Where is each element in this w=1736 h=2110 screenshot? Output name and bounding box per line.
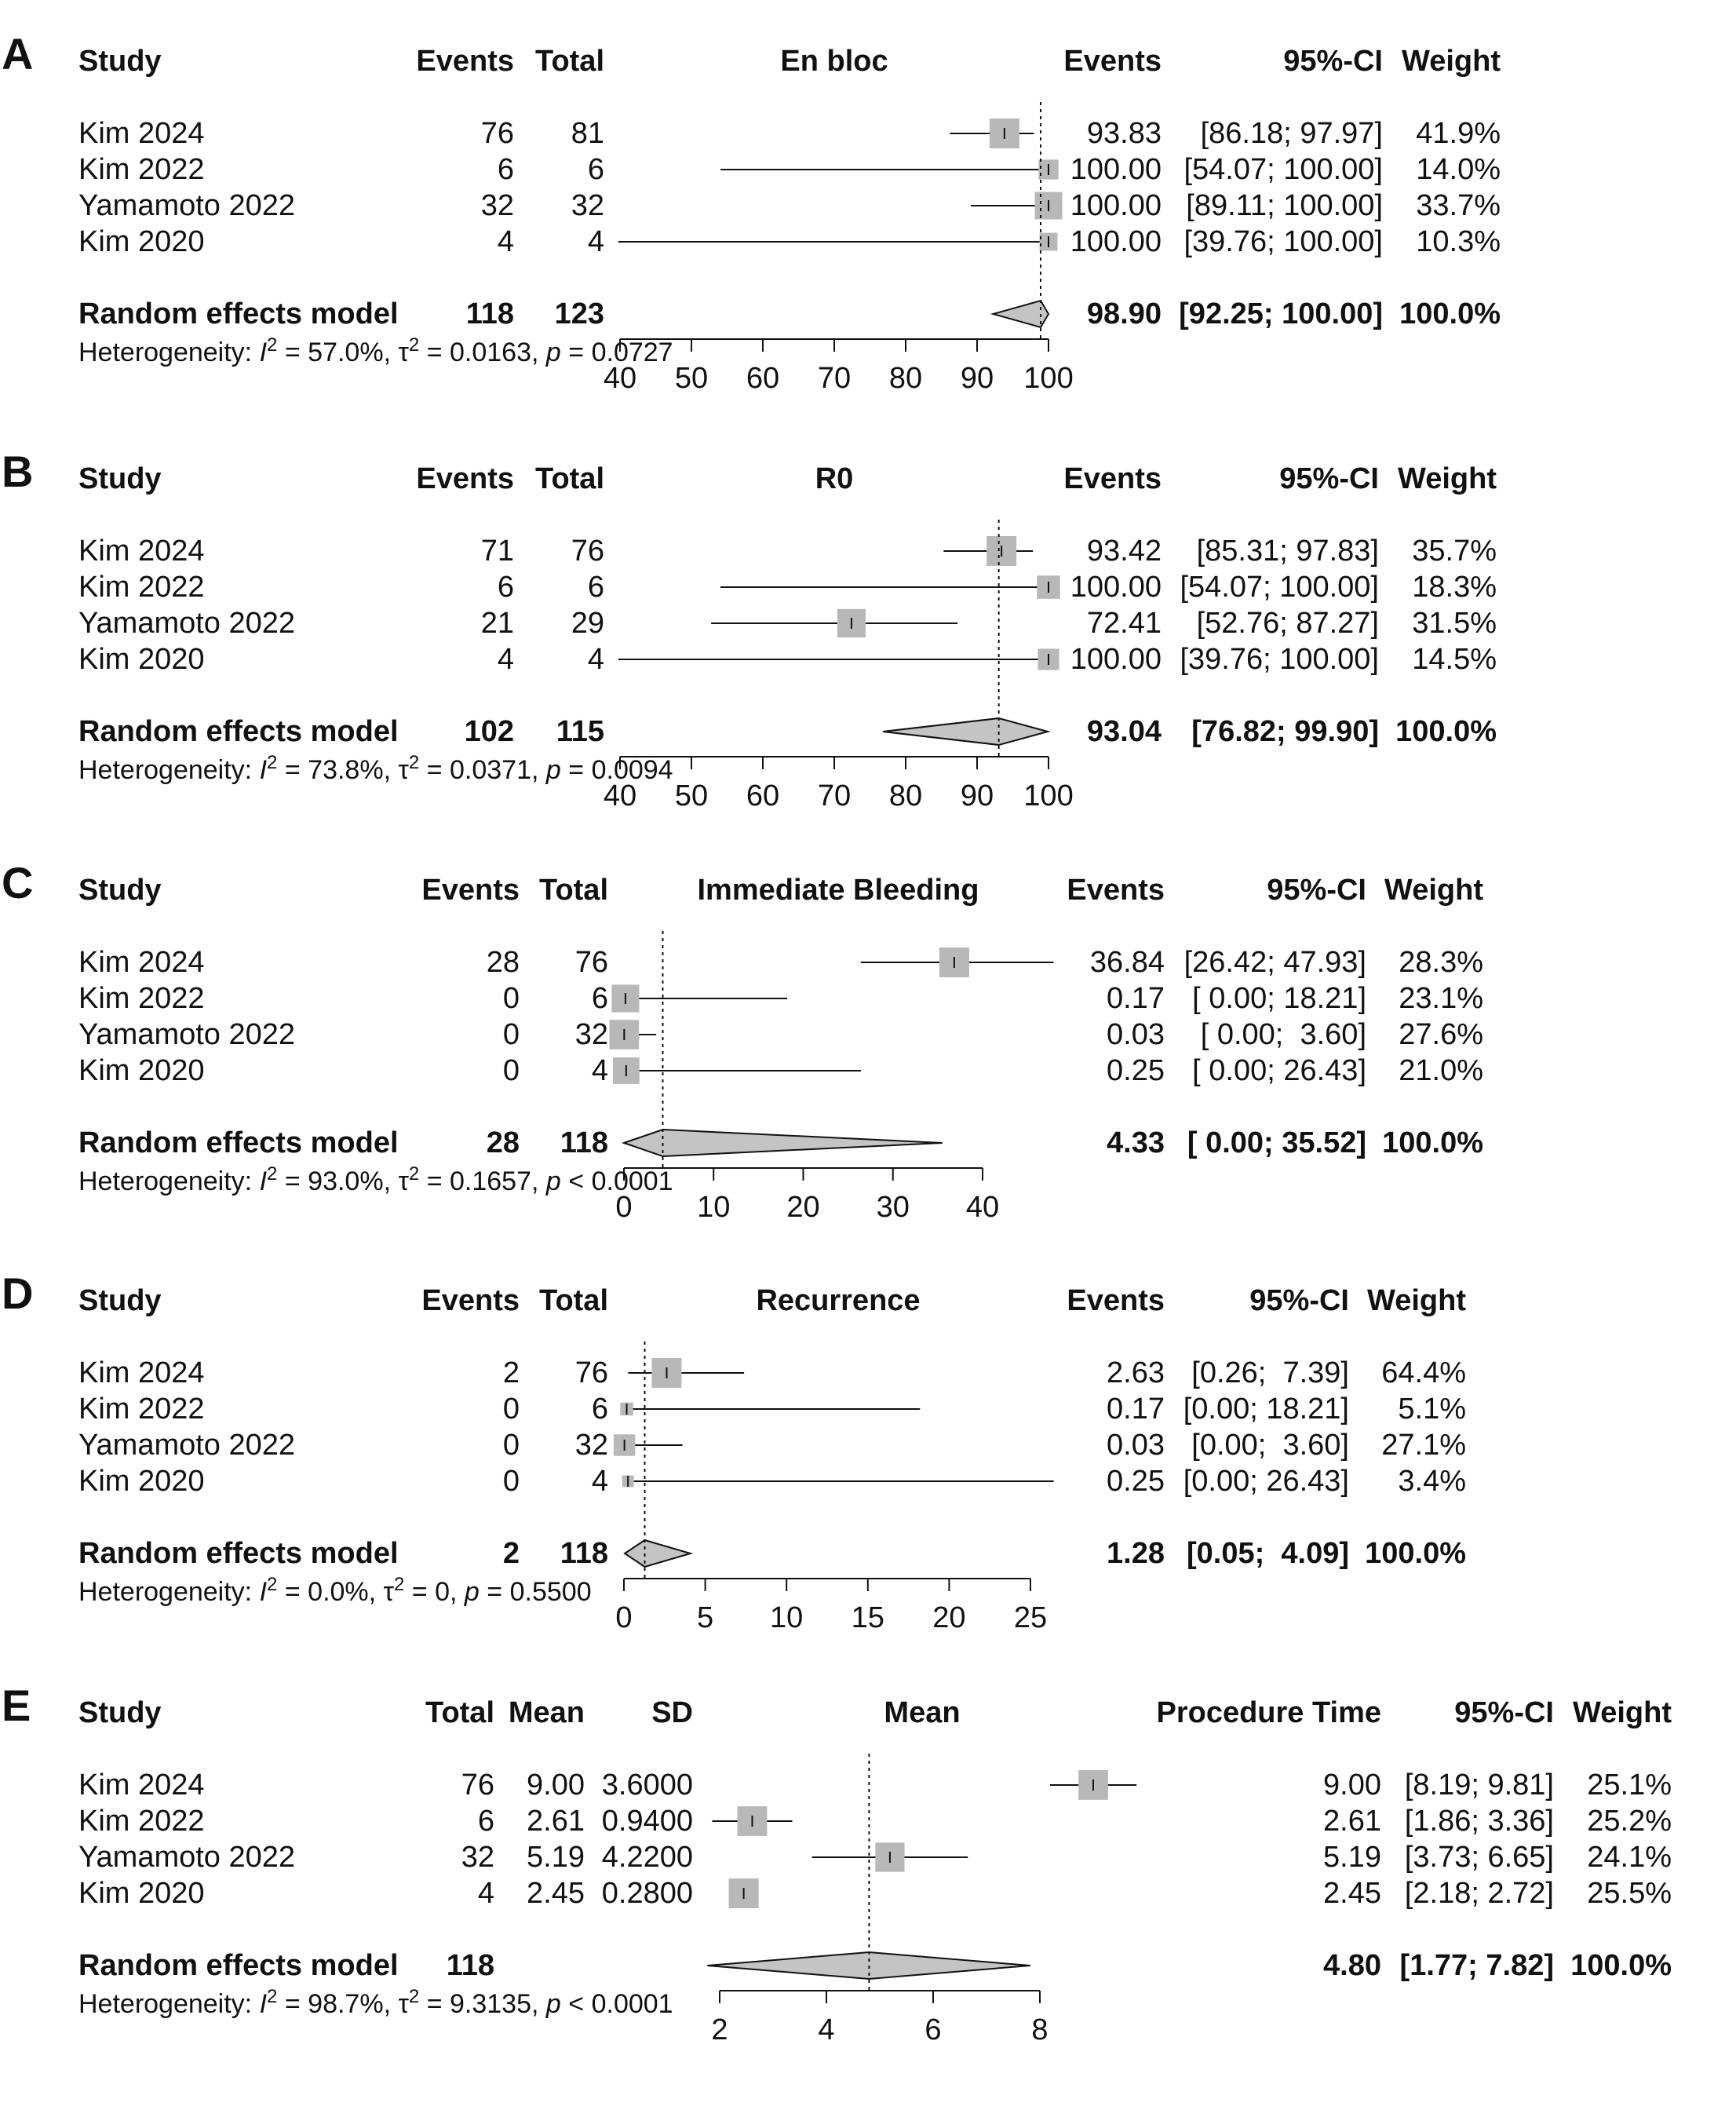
study-stat: 28: [486, 946, 520, 979]
study-stat: 2.45: [527, 1877, 585, 1910]
heterogeneity-value: 93.0%: [308, 1166, 384, 1196]
study-name: Kim 2020: [78, 1465, 205, 1498]
x-tick-label: 40: [965, 1191, 1000, 1224]
study-weight: 27.6%: [1399, 1018, 1483, 1051]
pooled-stat: 28: [486, 1126, 520, 1159]
column-header: Total: [535, 462, 604, 495]
study-row: [78, 1841, 1672, 1874]
pooled-stat: 118: [560, 1126, 608, 1159]
study-ci: [89.11; 100.00]: [1186, 189, 1383, 222]
study-stat: 3.6000: [601, 1769, 693, 1802]
study-row: [78, 571, 1497, 604]
study-stat: 0: [502, 1465, 520, 1498]
column-header: Events: [421, 1284, 520, 1317]
column-header: Events: [416, 462, 514, 495]
study-name: Kim 2024: [78, 1769, 205, 1802]
study-weight: 31.5%: [1412, 607, 1497, 640]
heterogeneity-value: 57.0%: [308, 338, 384, 367]
study-stat: 4: [591, 1465, 608, 1498]
x-tick-label: 90: [960, 779, 994, 812]
column-header: Events: [1067, 874, 1165, 907]
column-header: Total: [539, 874, 608, 907]
forest-panel-a: [2, 29, 1501, 395]
study-estimate: 100.00: [1070, 225, 1162, 258]
study-name: Kim 2022: [78, 153, 205, 186]
study-stat: 5.19: [527, 1841, 585, 1874]
x-axis: [604, 339, 1074, 395]
x-tick-label: 40: [603, 362, 637, 395]
x-tick-label: 80: [888, 779, 923, 812]
study-name: Kim 2022: [78, 1805, 205, 1838]
study-weight: 35.7%: [1412, 535, 1497, 568]
pooled-row: [78, 1537, 1466, 1570]
study-name: Kim 2020: [78, 643, 205, 676]
study-row: [78, 643, 1497, 676]
panel-label: A: [2, 29, 34, 78]
study-stat: 76: [574, 1356, 608, 1389]
study-stat: 2: [502, 1356, 520, 1389]
study-ci: [0.00; 18.21]: [1183, 1393, 1349, 1426]
x-tick-label: 15: [851, 1601, 884, 1634]
study-stat: 6: [497, 571, 514, 604]
x-tick-label: 50: [674, 779, 709, 812]
study-stat: 6: [477, 1805, 494, 1838]
study-estimate: 2.63: [1107, 1356, 1165, 1389]
pooled-estimate: 1.28: [1107, 1537, 1165, 1570]
column-header: Weight: [1384, 874, 1483, 907]
column-header: Events: [421, 874, 520, 907]
study-estimate: 0.25: [1107, 1465, 1165, 1498]
pooled-stat: 118: [465, 298, 514, 330]
pooled-label: Random effects model: [78, 298, 399, 330]
study-estimate: 5.19: [1323, 1841, 1381, 1874]
column-header: Study: [78, 1696, 162, 1729]
study-stat: 32: [480, 189, 514, 222]
x-tick-label: 90: [960, 362, 994, 395]
study-weight: 21.0%: [1399, 1054, 1483, 1087]
pooled-label: Random effects model: [78, 715, 399, 748]
study-ci: [0.26; 7.39]: [1191, 1356, 1349, 1389]
study-ci: [54.07; 100.00]: [1183, 153, 1383, 186]
study-estimate: 2.61: [1323, 1805, 1381, 1838]
heterogeneity-value: 0.0001: [591, 1166, 673, 1196]
pooled-ci: [1.77; 7.82]: [1399, 1949, 1554, 1982]
x-tick-label: 60: [746, 362, 780, 395]
column-header: Weight: [1573, 1696, 1672, 1729]
forest-panel-d: [2, 1269, 1466, 1634]
study-estimate: 100.00: [1070, 571, 1162, 604]
column-header: En bloc: [780, 45, 888, 78]
study-ci: [ 0.00; 18.21]: [1192, 982, 1366, 1015]
study-row: [78, 225, 1501, 258]
heterogeneity-value: =: [487, 1577, 503, 1607]
study-weight: 10.3%: [1416, 225, 1501, 258]
study-row: [78, 1054, 1483, 1087]
pooled-weight: 100.0%: [1382, 1126, 1483, 1159]
study-stat: 71: [480, 535, 514, 568]
column-header: Events: [1063, 45, 1162, 78]
heterogeneity-value: 0.0371: [450, 755, 531, 785]
column-header: 95%-CI: [1267, 874, 1366, 907]
x-axis: [615, 1579, 1047, 1634]
pooled-label: Random effects model: [78, 1126, 399, 1159]
heterogeneity-stats: Heterogeneity: $I^2 = 98.7\%$, $\tau^2 = 9.3135$, p < 0.0001: [78, 1985, 673, 2019]
study-estimate: 100.00: [1070, 153, 1162, 186]
study-row: [78, 117, 1501, 150]
study-name: Kim 2024: [78, 535, 205, 568]
pooled-ci: [ 0.00; 35.52]: [1187, 1126, 1366, 1159]
x-tick-label: 4: [818, 2013, 835, 2046]
study-estimate: 36.84: [1089, 946, 1165, 979]
study-name: Yamamoto 2022: [78, 189, 296, 222]
study-stat: 0: [502, 1054, 520, 1087]
study-row: [78, 189, 1501, 222]
column-header: Procedure Time: [1156, 1696, 1381, 1729]
heterogeneity-value: 0.0094: [591, 755, 673, 785]
x-tick-label: 50: [674, 362, 709, 395]
pooled-estimate: 93.04: [1086, 715, 1162, 748]
study-weight: 28.3%: [1399, 946, 1483, 979]
study-weight: 23.1%: [1399, 982, 1483, 1015]
pooled-weight: 100.0%: [1399, 298, 1501, 330]
x-axis: [604, 757, 1074, 812]
study-row: [78, 1018, 1483, 1051]
study-row: [78, 1805, 1672, 1838]
x-tick-label: 5: [697, 1601, 714, 1634]
study-estimate: 0.03: [1107, 1018, 1165, 1051]
pooled-estimate: 4.80: [1323, 1949, 1381, 1982]
column-header: Study: [78, 874, 162, 907]
study-stat: 4: [591, 1054, 608, 1087]
pooled-diamond: [625, 1540, 691, 1567]
pooled-stat: 2: [502, 1537, 520, 1570]
pooled-stat: 102: [464, 715, 514, 748]
column-header: Immediate Bleeding: [697, 874, 979, 907]
column-header: SD: [651, 1696, 693, 1729]
x-tick-label: 20: [932, 1601, 966, 1634]
study-ci: [3.73; 6.65]: [1404, 1841, 1554, 1874]
pooled-row: [78, 1126, 1483, 1159]
x-axis: [711, 1991, 1048, 2046]
study-stat: 32: [574, 1429, 608, 1462]
forest-panel-b: [2, 447, 1497, 812]
pooled-ci: [76.82; 99.90]: [1191, 715, 1379, 748]
study-estimate: 93.42: [1086, 535, 1162, 568]
study-ci: [0.00; 26.43]: [1183, 1465, 1349, 1498]
pooled-row: [78, 298, 1501, 330]
study-stat: 6: [591, 982, 608, 1015]
column-header: Weight: [1402, 45, 1501, 78]
study-weight: 25.5%: [1587, 1877, 1672, 1910]
column-header: Mean: [884, 1696, 961, 1729]
pooled-row: [78, 1949, 1672, 1982]
x-tick-label: 0: [615, 1601, 633, 1634]
column-header: 95%-CI: [1249, 1284, 1349, 1317]
study-ci: [1.86; 3.36]: [1404, 1805, 1554, 1838]
study-row: [78, 535, 1497, 568]
study-weight: 18.3%: [1412, 571, 1497, 604]
column-header: Total: [425, 1696, 494, 1729]
study-stat: 29: [571, 607, 604, 640]
pooled-label: Random effects model: [78, 1537, 399, 1570]
column-header: Weight: [1398, 462, 1497, 495]
column-header: Weight: [1367, 1284, 1466, 1317]
study-stat: 6: [587, 153, 604, 186]
study-name: Kim 2022: [78, 982, 205, 1015]
x-tick-label: 80: [888, 362, 923, 395]
pooled-label: Random effects model: [78, 1949, 399, 1982]
pooled-estimate: 4.33: [1107, 1126, 1165, 1159]
study-stat: 76: [574, 946, 608, 979]
study-stat: 76: [571, 535, 604, 568]
study-stat: 0: [502, 1429, 520, 1462]
x-tick-label: 100: [1023, 779, 1074, 812]
heterogeneity-stats: Heterogeneity: $I^2 = 57.0\%$, $\tau^2 = 0.0163$, p = 0.0727: [78, 334, 673, 367]
study-row: [78, 946, 1483, 979]
heterogeneity-value: 0.5500: [509, 1577, 592, 1607]
column-header: Events: [1063, 462, 1162, 495]
panel-label: E: [2, 1681, 31, 1730]
column-header: 95%-CI: [1283, 45, 1383, 78]
column-header: Total: [539, 1284, 608, 1317]
study-weight: 41.9%: [1416, 117, 1501, 150]
study-stat: 76: [480, 117, 514, 150]
study-stat: 4: [477, 1877, 494, 1910]
study-row: [78, 982, 1483, 1015]
study-weight: 14.5%: [1412, 643, 1497, 676]
study-ci: [54.07; 100.00]: [1180, 571, 1379, 604]
column-header: Events: [1067, 1284, 1165, 1317]
study-stat: 0: [502, 1393, 520, 1426]
study-estimate: 93.83: [1086, 117, 1162, 150]
x-tick-label: 70: [817, 362, 852, 395]
column-header: Total: [535, 45, 604, 78]
heterogeneity-stats: Heterogeneity: $I^2 = 0.0\%$, $\tau^2 = 0$, p = 0.5500: [78, 1573, 592, 1607]
heterogeneity-value: <: [568, 1166, 585, 1196]
study-stat: 4: [497, 225, 514, 258]
heterogeneity-value: 0.0001: [591, 1989, 673, 2019]
study-ci: [39.76; 100.00]: [1183, 225, 1383, 258]
x-tick-label: 8: [1031, 2013, 1049, 2046]
study-row: [78, 153, 1501, 186]
study-row: [78, 1877, 1672, 1910]
heterogeneity-value: 73.8%: [308, 755, 384, 785]
column-header: Study: [78, 1284, 162, 1317]
study-name: Kim 2022: [78, 1393, 205, 1426]
panel-label: B: [2, 447, 34, 496]
x-axis: [615, 1168, 999, 1224]
x-tick-label: 100: [1023, 362, 1074, 395]
pooled-stat: 123: [554, 298, 604, 330]
pooled-stat: 115: [556, 715, 604, 748]
pooled-stat: 118: [446, 1949, 494, 1982]
study-ci: [ 0.00; 3.60]: [1200, 1018, 1366, 1051]
study-name: Kim 2020: [78, 1877, 205, 1910]
study-ci: [52.76; 87.27]: [1196, 607, 1379, 640]
study-row: [78, 1769, 1672, 1802]
study-name: Yamamoto 2022: [78, 1841, 296, 1874]
x-tick-label: 10: [770, 1601, 804, 1634]
pooled-row: [78, 715, 1497, 748]
study-stat: 6: [587, 571, 604, 604]
study-stat: 32: [571, 189, 604, 222]
study-ci: [ 0.00; 26.43]: [1192, 1054, 1366, 1087]
study-stat: 4.2200: [601, 1841, 693, 1874]
study-estimate: 100.00: [1070, 189, 1162, 222]
x-tick-label: 20: [786, 1191, 820, 1224]
study-ci: [8.19; 9.81]: [1404, 1769, 1554, 1802]
study-weight: 14.0%: [1416, 153, 1501, 186]
study-stat: 0: [502, 982, 520, 1015]
study-weight: 64.4%: [1381, 1356, 1466, 1389]
study-ci: [39.76; 100.00]: [1180, 643, 1379, 676]
x-tick-label: 25: [1013, 1601, 1048, 1634]
x-tick-label: 40: [603, 779, 637, 812]
panel-label: D: [2, 1269, 34, 1318]
heterogeneity-stats: Heterogeneity: $I^2 = 93.0\%$, $\tau^2 = 0.1657$, p < 0.0001: [78, 1163, 673, 1196]
column-header: Study: [78, 462, 162, 495]
column-header: R0: [815, 462, 854, 495]
study-estimate: 0.25: [1107, 1054, 1165, 1087]
column-header: Mean: [508, 1696, 585, 1729]
study-estimate: 100.00: [1070, 643, 1162, 676]
column-header: Recurrence: [756, 1284, 921, 1317]
study-name: Yamamoto 2022: [78, 607, 296, 640]
study-weight: 25.2%: [1587, 1805, 1672, 1838]
heterogeneity-value: 0.0163: [450, 338, 531, 367]
study-stat: 4: [587, 643, 604, 676]
study-ci: [26.42; 47.93]: [1183, 946, 1366, 979]
forest-panel-e: [2, 1681, 1672, 2046]
study-row: [78, 1429, 1466, 1462]
study-stat: 4: [587, 225, 604, 258]
heterogeneity-value: 0.1657: [450, 1166, 531, 1196]
pooled-weight: 100.0%: [1365, 1537, 1466, 1570]
heterogeneity-value: 0.0727: [591, 338, 673, 367]
study-name: Yamamoto 2022: [78, 1018, 296, 1051]
column-header: 95%-CI: [1454, 1696, 1554, 1729]
study-stat: 4: [497, 643, 514, 676]
pooled-weight: 100.0%: [1395, 715, 1497, 748]
pooled-stat: 118: [560, 1537, 608, 1570]
study-stat: 81: [571, 117, 604, 150]
study-weight: 24.1%: [1587, 1841, 1672, 1874]
column-header: 95%-CI: [1279, 462, 1379, 495]
column-header: Study: [78, 45, 162, 78]
study-name: Kim 2022: [78, 571, 205, 604]
panel-label: C: [2, 858, 34, 907]
forest-panel-c: [2, 858, 1483, 1224]
heterogeneity-value: =: [568, 755, 585, 785]
study-ci: [86.18; 97.97]: [1200, 117, 1383, 150]
study-ci: [2.18; 2.72]: [1404, 1877, 1554, 1910]
pooled-diamond: [883, 718, 1048, 745]
heterogeneity-value: <: [568, 1989, 585, 2019]
study-name: Yamamoto 2022: [78, 1429, 296, 1462]
study-name: Kim 2020: [78, 225, 205, 258]
study-estimate: 0.17: [1107, 982, 1165, 1015]
study-estimate: 2.45: [1323, 1877, 1381, 1910]
study-name: Kim 2020: [78, 1054, 205, 1087]
study-stat: 76: [461, 1769, 494, 1802]
study-name: Kim 2024: [78, 117, 205, 150]
study-weight: 5.1%: [1398, 1393, 1466, 1426]
study-estimate: 0.17: [1107, 1393, 1165, 1426]
column-header: Events: [416, 45, 514, 78]
study-row: [78, 1393, 1466, 1426]
heterogeneity-value: 0.0%: [308, 1577, 369, 1607]
x-tick-label: 2: [711, 2013, 728, 2046]
study-estimate: 9.00: [1323, 1769, 1381, 1802]
study-weight: 3.4%: [1398, 1465, 1466, 1498]
pooled-diamond: [624, 1130, 943, 1156]
study-stat: 6: [497, 153, 514, 186]
study-stat: 9.00: [527, 1769, 585, 1802]
study-row: [78, 1356, 1466, 1389]
study-ci: [0.00; 3.60]: [1191, 1429, 1349, 1462]
pooled-weight: 100.0%: [1570, 1949, 1672, 1982]
study-stat: 21: [480, 607, 514, 640]
study-estimate: 0.03: [1107, 1429, 1165, 1462]
study-weight: 25.1%: [1587, 1769, 1672, 1802]
heterogeneity-value: 9.3135: [450, 1989, 531, 2019]
study-row: [78, 1465, 1466, 1498]
x-tick-label: 0: [615, 1191, 633, 1224]
study-stat: 32: [574, 1018, 608, 1051]
heterogeneity-stats: Heterogeneity: $I^2 = 73.8\%$, $\tau^2 = 0.0371$, p = 0.0094: [78, 751, 673, 785]
study-name: Kim 2024: [78, 1356, 205, 1389]
heterogeneity-value: 98.7%: [308, 1989, 384, 2019]
study-row: [78, 607, 1497, 640]
x-tick-label: 30: [876, 1191, 910, 1224]
study-weight: 33.7%: [1416, 189, 1501, 222]
x-tick-label: 10: [697, 1191, 731, 1224]
study-weight: 27.1%: [1381, 1429, 1466, 1462]
heterogeneity-value: =: [568, 338, 585, 367]
study-stat: 32: [461, 1841, 494, 1874]
pooled-ci: [0.05; 4.09]: [1187, 1537, 1349, 1570]
x-tick-label: 6: [925, 2013, 942, 2046]
pooled-ci: [92.25; 100.00]: [1179, 298, 1383, 330]
study-stat: 0.2800: [601, 1877, 693, 1910]
x-tick-label: 70: [817, 779, 852, 812]
study-name: Kim 2024: [78, 946, 205, 979]
heterogeneity-value: 0: [435, 1577, 450, 1607]
study-stat: 2.61: [527, 1805, 585, 1838]
study-estimate: 72.41: [1086, 607, 1162, 640]
study-stat: 6: [591, 1393, 608, 1426]
study-stat: 0.9400: [601, 1805, 693, 1838]
pooled-estimate: 98.90: [1086, 298, 1162, 330]
study-stat: 0: [502, 1018, 520, 1051]
x-tick-label: 60: [746, 779, 780, 812]
study-ci: [85.31; 97.83]: [1196, 535, 1379, 568]
